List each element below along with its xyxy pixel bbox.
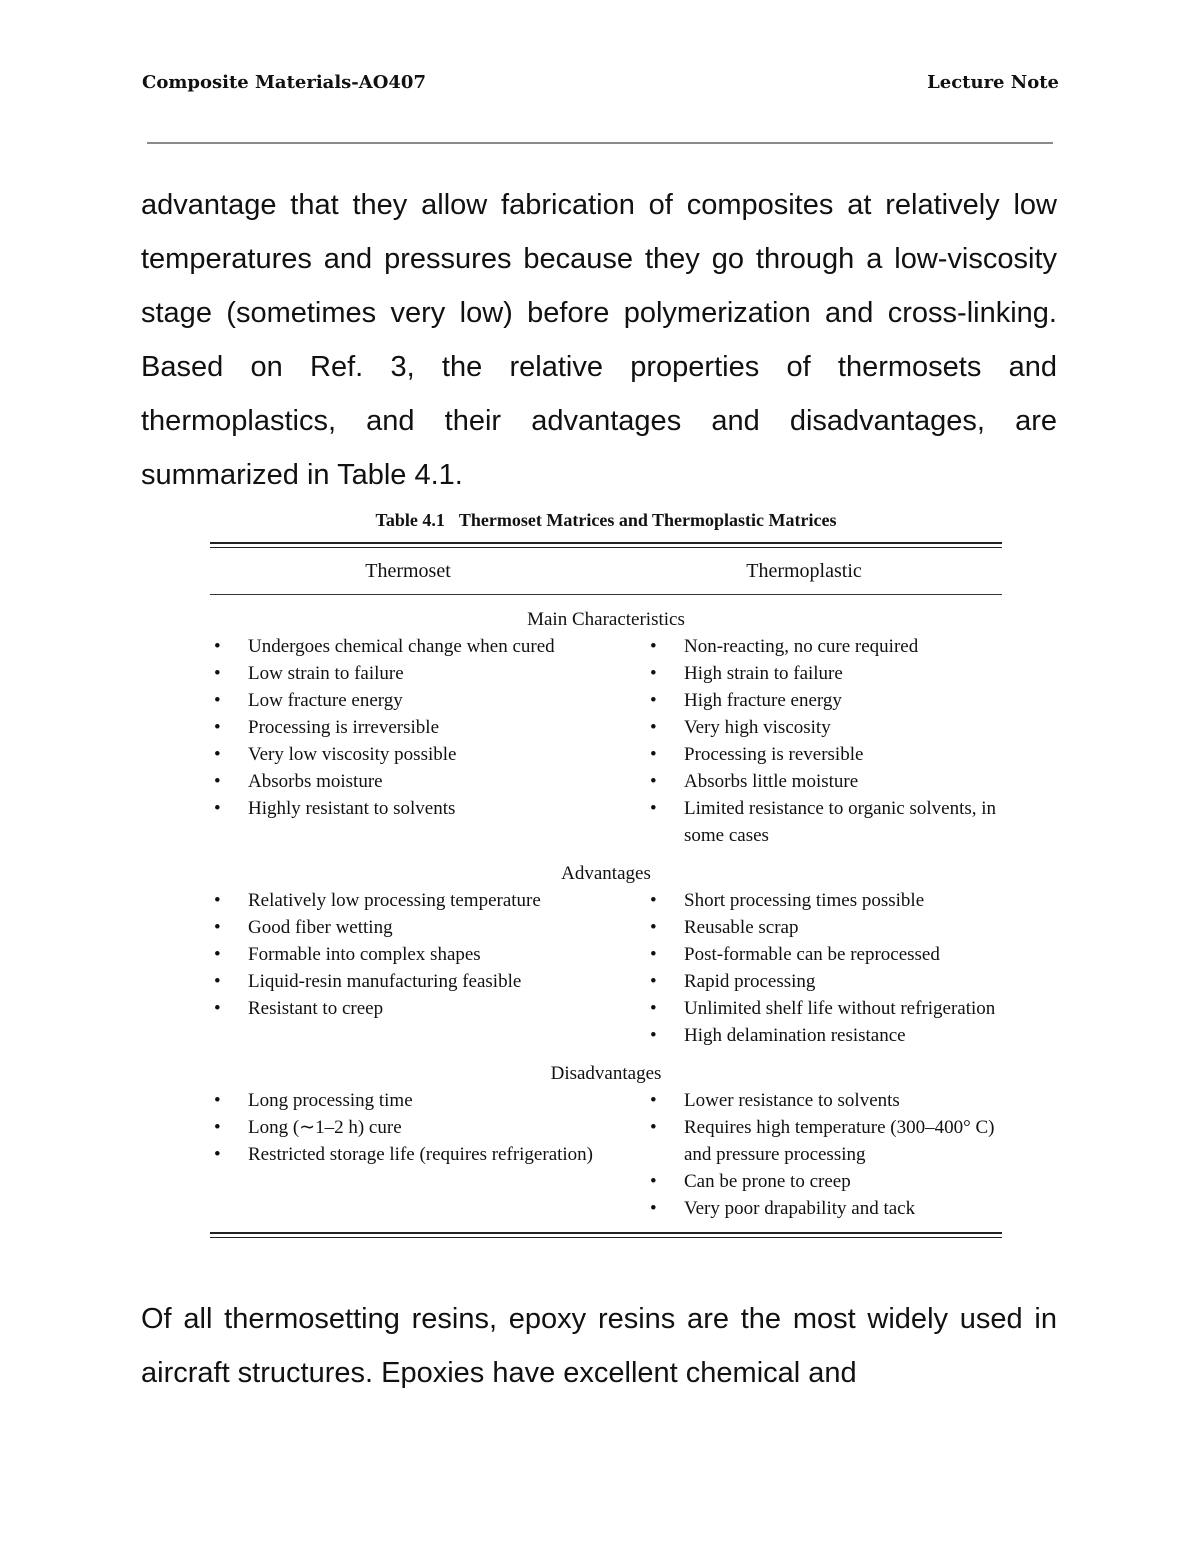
bullet-icon: • — [214, 917, 221, 938]
section-row — [210, 887, 1002, 1049]
list-item-text: Limited resistance to organic solvents, in some cases — [684, 798, 997, 846]
bullet-icon: • — [650, 636, 657, 657]
header-divider — [147, 142, 1053, 144]
list-item-text: Short processing times possible — [684, 890, 925, 911]
table-bottom-rule — [210, 1232, 1002, 1238]
table-body — [210, 607, 1002, 1222]
list-item-text: Rapid processing — [684, 971, 816, 992]
list-item — [210, 660, 646, 687]
list-item — [210, 968, 646, 995]
bullet-icon: • — [650, 744, 657, 765]
list-item-text: Liquid-resin manufacturing feasible — [248, 971, 522, 992]
list-item — [646, 714, 1002, 741]
running-header-type: Lecture Note — [927, 72, 1059, 93]
bullet-icon: • — [214, 636, 221, 657]
thermoset-list — [210, 633, 646, 849]
list-item-text: Relatively low processing temperature — [248, 890, 541, 911]
list-item-text: Lower resistance to solvents — [684, 1090, 900, 1111]
list-item-text: Requires high temperature (300–400° C) and pressure processing — [684, 1117, 995, 1165]
thermoset-list — [210, 887, 646, 1049]
table-column-headers — [210, 548, 1002, 594]
list-item — [210, 1114, 646, 1141]
list-item — [646, 887, 1002, 914]
list-item-text: Long (∼1–2 h) cure — [248, 1117, 402, 1138]
running-header-course: Composite Materials-AO407 — [142, 72, 426, 93]
bullet-icon: • — [650, 998, 657, 1019]
list-item-text: Absorbs little moisture — [684, 771, 859, 792]
list-item-text: Long processing time — [248, 1090, 413, 1111]
bullet-icon: • — [650, 1198, 657, 1219]
list-item — [646, 1114, 1002, 1168]
bullet-icon: • — [650, 1090, 657, 1111]
list-item — [646, 633, 1002, 660]
bullet-icon: • — [650, 690, 657, 711]
list-item — [210, 887, 646, 914]
bullet-icon: • — [650, 1117, 657, 1138]
thermoplastic-list — [646, 633, 1002, 849]
section-row — [210, 633, 1002, 849]
list-item-text: High strain to failure — [684, 663, 843, 684]
bullet-icon: • — [214, 771, 221, 792]
list-item — [210, 768, 646, 795]
list-item-text: Low fracture energy — [248, 690, 403, 711]
list-item-text: High fracture energy — [684, 690, 842, 711]
section-row — [210, 1087, 1002, 1222]
bullet-icon: • — [650, 663, 657, 684]
list-item — [210, 741, 646, 768]
bullet-icon: • — [214, 1090, 221, 1111]
list-item — [210, 714, 646, 741]
list-item-text: Very high viscosity — [684, 717, 831, 738]
bullet-icon: • — [650, 1025, 657, 1046]
thermoset-list — [210, 1087, 646, 1222]
thermoplastic-list — [646, 1087, 1002, 1222]
list-item — [646, 914, 1002, 941]
bullet-icon: • — [214, 690, 221, 711]
comparison-table — [210, 542, 1002, 1238]
bullet-icon: • — [650, 717, 657, 738]
list-item-text: Non-reacting, no cure required — [684, 636, 919, 657]
list-item — [646, 768, 1002, 795]
list-item-text: Good fiber wetting — [248, 917, 393, 938]
list-item-text: Undergoes chemical change when cured — [248, 636, 555, 657]
list-item — [646, 741, 1002, 768]
list-item-text: Resistant to creep — [248, 998, 384, 1019]
list-item — [210, 687, 646, 714]
list-item-text: Restricted storage life (requires refrigeration) — [248, 1144, 594, 1165]
bullet-icon: • — [214, 890, 221, 911]
list-item — [646, 795, 1002, 849]
list-item — [210, 914, 646, 941]
list-item — [646, 1168, 1002, 1195]
section-title: Advantages — [561, 863, 651, 884]
body-paragraph-2: Of all thermosetting resins, epoxy resins are the most widely used in aircraft structures. Epoxies have excellent chemical and — [141, 1303, 1057, 1389]
thermoplastic-list — [646, 887, 1002, 1049]
list-item-text: Reusable scrap — [684, 917, 799, 938]
bullet-icon: • — [650, 971, 657, 992]
list-item-text: High delamination resistance — [684, 1025, 906, 1046]
body-paragraph-1: advantage that they allow fabrication of composites at relatively low temperatures and pressures because they go through a low-viscosity stage (sometimes very low) before polymerization and cross-linking. Based on Ref. 3, the relative properties of thermosets and thermoplastics, and their advantages and disadvantages, are summarized in Table 4.1. — [141, 189, 1057, 491]
list-item — [646, 968, 1002, 995]
table-caption — [0, 510, 1200, 531]
table-header-rule — [210, 594, 1002, 595]
bullet-icon: • — [650, 917, 657, 938]
list-item-text: Processing is irreversible — [248, 717, 440, 738]
table-caption-title: Thermoset Matrices and Thermoplastic Matrices — [458, 510, 837, 530]
list-item-text: Can be prone to creep — [684, 1171, 851, 1192]
bullet-icon: • — [650, 771, 657, 792]
bullet-icon: • — [214, 798, 221, 819]
list-item-text: Low strain to failure — [248, 663, 404, 684]
list-item-text: Absorbs moisture — [248, 771, 383, 792]
bullet-icon: • — [214, 717, 221, 738]
list-item — [646, 660, 1002, 687]
list-item — [646, 941, 1002, 968]
list-item-text: Very low viscosity possible — [248, 744, 457, 765]
list-item — [210, 941, 646, 968]
list-item — [210, 1141, 646, 1168]
list-item — [646, 1195, 1002, 1222]
bullet-icon: • — [214, 1144, 221, 1165]
list-item — [646, 687, 1002, 714]
list-item — [210, 795, 646, 822]
table-caption-number: Table 4.1 — [375, 510, 445, 530]
list-item-text: Unlimited shelf life without refrigeration — [684, 998, 996, 1019]
list-item-text: Highly resistant to solvents — [248, 798, 456, 819]
list-item-text: Processing is reversible — [684, 744, 864, 765]
section-title: Main Characteristics — [527, 609, 685, 630]
list-item — [210, 633, 646, 660]
bullet-icon: • — [214, 944, 221, 965]
section-title: Disadvantages — [550, 1063, 662, 1084]
bullet-icon: • — [214, 1117, 221, 1138]
list-item-text: Very poor drapability and tack — [684, 1198, 916, 1219]
list-item — [646, 995, 1002, 1022]
bullet-icon: • — [214, 998, 221, 1019]
bullet-icon: • — [214, 744, 221, 765]
bullet-icon: • — [650, 944, 657, 965]
column-header-thermoplastic: Thermoplastic — [746, 559, 862, 582]
bullet-icon: • — [214, 663, 221, 684]
list-item-text: Formable into complex shapes — [248, 944, 481, 965]
list-item — [210, 995, 646, 1022]
list-item — [646, 1087, 1002, 1114]
list-item-text: Post-formable can be reprocessed — [684, 944, 940, 965]
bullet-icon: • — [650, 890, 657, 911]
bullet-icon: • — [650, 1171, 657, 1192]
bullet-icon: • — [214, 971, 221, 992]
bullet-icon: • — [650, 798, 657, 819]
list-item — [646, 1022, 1002, 1049]
list-item — [210, 1087, 646, 1114]
column-header-thermoset: Thermoset — [365, 559, 451, 582]
